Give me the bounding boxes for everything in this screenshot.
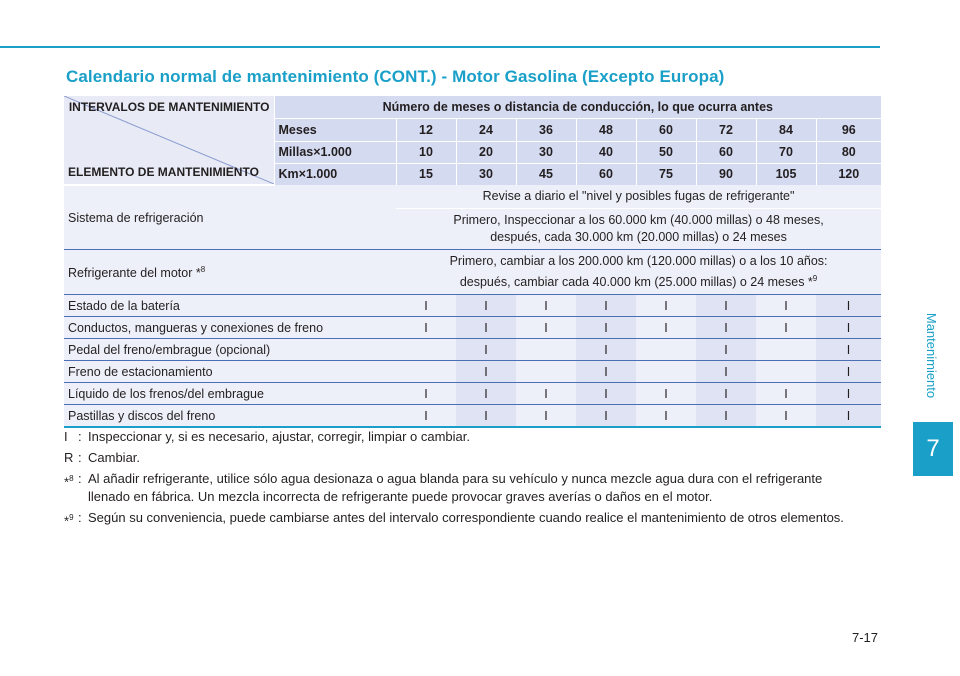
item-label: Pastillas y discos del freno xyxy=(64,405,396,428)
inspection-mark: I xyxy=(456,339,516,361)
legend-colon: : xyxy=(78,510,82,525)
inspection-mark: I xyxy=(816,405,881,428)
inspection-mark: I xyxy=(756,295,816,317)
legend-colon: : xyxy=(78,450,82,465)
interval-value: 72 xyxy=(696,119,756,141)
legend-text: Según su conveniencia, puede cambiarse antes del intervalo correspondiente cuando realice el mantenimiento de otros elementos. xyxy=(88,510,844,525)
legend-colon: : xyxy=(78,429,82,444)
item-label-text: Refrigerante del motor * xyxy=(68,265,201,280)
interval-value: 30 xyxy=(456,163,516,185)
legend-item xyxy=(64,470,864,506)
interval-value: 90 xyxy=(696,163,756,185)
interval-value: 105 xyxy=(756,163,816,185)
inspection-mark: I xyxy=(636,295,696,317)
inspection-mark: I xyxy=(756,383,816,405)
inspection-mark: I xyxy=(576,295,636,317)
inspection-mark: I xyxy=(636,317,696,339)
note-line: después, cada 30.000 km (20.000 millas) o 24 meses xyxy=(490,230,787,244)
element-label: ELEMENTO DE MANTENIMIENTO xyxy=(68,165,259,179)
inspection-mark: I xyxy=(816,339,881,361)
legend-key xyxy=(64,428,78,446)
intervals-label: INTERVALOS DE MANTENIMIENTO xyxy=(68,100,270,114)
item-note: Revise a diario el "nivel y posibles fugas de refrigerante" xyxy=(396,185,881,209)
legend-key-text: * xyxy=(64,513,70,529)
chapter-tab: 7 xyxy=(913,422,953,476)
legend-text: Inspeccionar y, si es necesario, ajustar, corregir, limpiar o cambiar. xyxy=(88,429,470,444)
interval-value: 96 xyxy=(816,119,881,141)
inspection-mark: I xyxy=(396,405,456,428)
interval-value: 36 xyxy=(516,119,576,141)
legend-key xyxy=(64,449,78,467)
note-line-wrap xyxy=(402,270,875,291)
interval-value: 24 xyxy=(456,119,516,141)
inspection-mark: I xyxy=(696,361,756,383)
interval-value: 84 xyxy=(756,119,816,141)
item-label: Pedal del freno/embrague (opcional) xyxy=(64,339,396,361)
legend-colon: : xyxy=(78,471,82,486)
legend-text: Al añadir refrigerante, utilice sólo agua desionaza o agua blanda para su vehículo y nunca mezcle agua dura con el refrigerante llenado en fábrica. Un mezcla incorrecta de refrigerante puede provocar graves averías o daños en el motor. xyxy=(88,471,823,504)
legend-key-text: I xyxy=(64,429,68,444)
inspection-mark: I xyxy=(816,383,881,405)
maintenance-table xyxy=(64,96,881,428)
interval-value: 80 xyxy=(816,141,881,163)
inspection-mark xyxy=(756,339,816,361)
inspection-mark: I xyxy=(696,339,756,361)
inspection-mark xyxy=(756,361,816,383)
inspection-mark xyxy=(636,361,696,383)
interval-value: 75 xyxy=(636,163,696,185)
inspection-mark: I xyxy=(696,405,756,428)
item-label: Líquido de los frenos/del embrague xyxy=(64,383,396,405)
interval-row-label: Millas×1.000 xyxy=(274,141,396,163)
interval-value: 120 xyxy=(816,163,881,185)
legend-item xyxy=(64,449,864,467)
inspection-mark: I xyxy=(516,317,576,339)
inspection-mark: I xyxy=(456,405,516,428)
table-corner-cell xyxy=(64,96,274,185)
top-rule xyxy=(0,46,880,48)
inspection-mark: I xyxy=(636,383,696,405)
inspection-mark: I xyxy=(456,383,516,405)
inspection-mark: I xyxy=(756,317,816,339)
item-label: Estado de la batería xyxy=(64,295,396,317)
inspection-mark xyxy=(396,361,456,383)
inspection-mark: I xyxy=(816,295,881,317)
inspection-mark: I xyxy=(696,295,756,317)
interval-value: 10 xyxy=(396,141,456,163)
inspection-mark: I xyxy=(576,317,636,339)
inspection-mark xyxy=(516,361,576,383)
inspection-mark: I xyxy=(396,295,456,317)
note-line: después, cambiar cada 40.000 km (25.000 millas) o 24 meses * xyxy=(459,275,813,290)
inspection-mark xyxy=(396,339,456,361)
item-note xyxy=(396,250,881,295)
interval-value: 45 xyxy=(516,163,576,185)
interval-value: 15 xyxy=(396,163,456,185)
interval-value: 40 xyxy=(576,141,636,163)
legend-key-sup: 8 xyxy=(69,474,74,483)
interval-value: 60 xyxy=(636,119,696,141)
interval-row-label: Meses xyxy=(274,119,396,141)
inspection-mark: I xyxy=(576,361,636,383)
inspection-mark: I xyxy=(816,317,881,339)
table-row xyxy=(64,361,881,383)
interval-value: 60 xyxy=(696,141,756,163)
note-line: Primero, Inspeccionar a los 60.000 km (40.000 millas) o 48 meses, xyxy=(453,213,824,227)
inspection-mark: I xyxy=(816,361,881,383)
inspection-mark: I xyxy=(696,317,756,339)
inspection-mark: I xyxy=(576,383,636,405)
interval-value: 60 xyxy=(576,163,636,185)
inspection-mark: I xyxy=(456,317,516,339)
table-row xyxy=(64,383,881,405)
inspection-mark: I xyxy=(576,405,636,428)
table-row xyxy=(64,339,881,361)
legend-key-text: R xyxy=(64,450,74,465)
inspection-mark: I xyxy=(636,405,696,428)
inspection-mark: I xyxy=(576,339,636,361)
inspection-mark: I xyxy=(396,317,456,339)
table-row xyxy=(64,317,881,339)
item-label: Conductos, mangueras y conexiones de freno xyxy=(64,317,396,339)
item-label: Freno de estacionamiento xyxy=(64,361,396,383)
item-note xyxy=(396,209,881,250)
inspection-mark: I xyxy=(516,295,576,317)
interval-value: 70 xyxy=(756,141,816,163)
item-label: Sistema de refrigeración xyxy=(64,185,274,250)
interval-value: 48 xyxy=(576,119,636,141)
inspection-mark: I xyxy=(396,383,456,405)
legend-key-text: * xyxy=(64,474,70,490)
legend xyxy=(64,428,864,533)
interval-value: 50 xyxy=(636,141,696,163)
footnote-ref: 8 xyxy=(200,264,206,274)
footnote-ref: 9 xyxy=(812,274,818,283)
interval-value: 12 xyxy=(396,119,456,141)
item-spacer xyxy=(274,185,396,250)
table-header: Número de meses o distancia de conducción, lo que ocurra antes xyxy=(274,96,881,119)
page-title: Calendario normal de mantenimiento (CONT.) - Motor Gasolina (Excepto Europa) xyxy=(66,67,725,86)
inspection-mark: I xyxy=(456,295,516,317)
page-number: 7-17 xyxy=(852,630,879,645)
inspection-mark xyxy=(636,339,696,361)
legend-text: Cambiar. xyxy=(88,450,141,465)
legend-key xyxy=(64,509,78,530)
legend-key xyxy=(64,470,78,506)
inspection-mark: I xyxy=(516,405,576,428)
legend-key-sup: 9 xyxy=(69,513,74,522)
interval-value: 30 xyxy=(516,141,576,163)
section-side-label: Mantenimiento xyxy=(924,312,940,398)
legend-item xyxy=(64,509,864,530)
inspection-mark: I xyxy=(756,405,816,428)
table-row xyxy=(64,405,881,428)
item-label xyxy=(64,250,396,295)
inspection-mark: I xyxy=(456,361,516,383)
inspection-mark: I xyxy=(696,383,756,405)
interval-value: 20 xyxy=(456,141,516,163)
table-row xyxy=(64,295,881,317)
inspection-mark xyxy=(516,339,576,361)
legend-item xyxy=(64,428,864,446)
inspection-mark: I xyxy=(516,383,576,405)
interval-row-label: Km×1.000 xyxy=(274,163,396,185)
note-line: Primero, cambiar a los 200.000 km (120.000 millas) o a los 10 años: xyxy=(449,254,828,268)
